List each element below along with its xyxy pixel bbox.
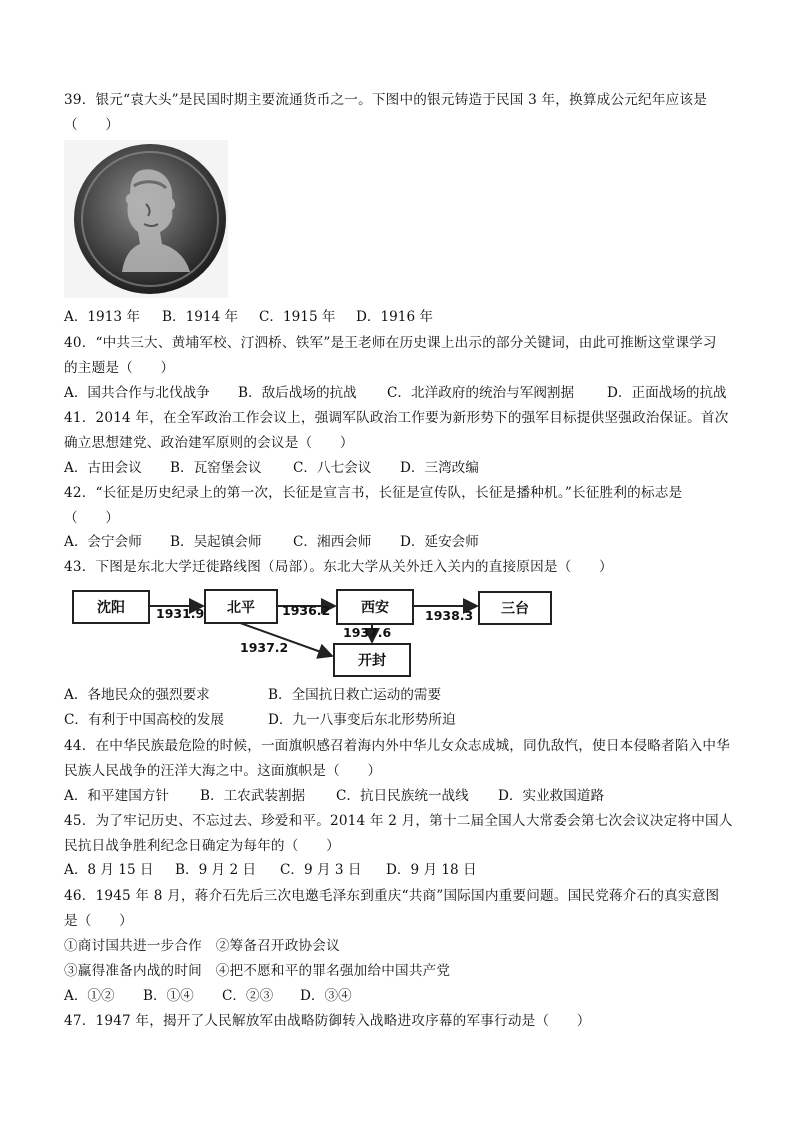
q40-option-c[interactable]: C．北洋政府的统治与军阀割据: [387, 385, 575, 401]
q41-stem-cont: 确立思想建党、政治建军原则的会议是（ ）: [64, 435, 354, 451]
q43-option-c[interactable]: C．有利于中国高校的发展: [64, 712, 224, 728]
q41-option-c[interactable]: C．八七会议: [293, 460, 372, 476]
city-label: 西安: [361, 600, 389, 616]
city-label: 沈阳: [97, 600, 125, 616]
date-label: 1937.2: [240, 640, 289, 655]
q41-option-a[interactable]: A．古田会议: [64, 460, 142, 476]
q43-stem: 43．下图是东北大学迁徙路线图（局部）。东北大学从关外迁入关内的直接原因是（ ）: [64, 559, 613, 575]
q45-option-d[interactable]: D．9 月 18 日: [386, 862, 477, 878]
q45-option-b[interactable]: B．9 月 2 日: [175, 862, 257, 878]
q39-option-a[interactable]: A．1913 年: [64, 309, 140, 325]
q39-option-b[interactable]: B．1914 年: [162, 309, 239, 325]
q42-blank: （ ）: [64, 510, 120, 526]
q44-option-d[interactable]: D．实业救国道路: [498, 788, 605, 804]
q46-items-2: ③赢得准备内战的时间 ④把不愿和平的罪名强加给中国共产党: [64, 963, 451, 979]
city-label: 开封: [358, 653, 386, 669]
q42-option-c[interactable]: C．湘西会师: [293, 534, 372, 550]
city-label: 三台: [501, 601, 529, 617]
q40-stem-cont: 的主题是（ ）: [64, 360, 175, 376]
q46-option-c[interactable]: C．②③: [222, 988, 274, 1004]
q46-option-a[interactable]: A．①②: [64, 988, 115, 1004]
city-box-shenyang: [72, 590, 150, 624]
q46-option-b[interactable]: B．①④: [143, 988, 194, 1004]
date-label: 1937.6: [343, 625, 392, 640]
q44-stem: 44．在中华民族最危险的时候，一面旗帜感召着海内外中华儿女众志成城，同仇敌忾，使日本侵略者陷入中华: [64, 738, 730, 754]
date-label: 1931.9: [156, 606, 205, 621]
q47-stem: 47．1947 年，揭开了人民解放军由战略防御转入战略进攻序幕的军事行动是（ ）: [64, 1013, 591, 1029]
q43-option-b[interactable]: B．全国抗日救亡运动的需要: [268, 687, 442, 703]
q40-option-a[interactable]: A．国共合作与北伐战争: [64, 385, 210, 401]
city-box-kaifeng: [333, 643, 411, 677]
q41-option-d[interactable]: D．三湾改编: [400, 460, 479, 476]
date-label: 1938.3: [425, 608, 474, 623]
q45-stem-cont: 民抗日战争胜利纪念日确定为每年的（ ）: [64, 838, 340, 854]
city-box-beiping: [204, 589, 278, 624]
q42-option-a[interactable]: A．会宁会师: [64, 534, 142, 550]
q39-stem: 39．银元“袁大头”是民国时期主要流通货币之一。下图中的银元铸造于民国 3 年，换算成公元纪年应该是: [64, 92, 708, 108]
city-box-santai: [478, 591, 552, 625]
q46-option-d[interactable]: D．③④: [300, 988, 352, 1004]
q40-stem: 40．“中共三大、黄埔军校、汀泗桥、铁军”是王老师在历史课上出示的部分关键词，由此可推断这堂课学习: [64, 335, 717, 351]
city-box-xian: [336, 589, 414, 625]
q39-option-c[interactable]: C．1915 年: [259, 309, 336, 325]
q42-stem: 42．“长征是历史纪录上的第一次，长征是宣言书，长征是宣传队，长征是播种机。”长征胜利的标志是: [64, 485, 683, 501]
q43-option-d[interactable]: D．九一八事变后东北形势所迫: [268, 712, 456, 728]
q39-option-d[interactable]: D．1916 年: [356, 309, 434, 325]
q46-stem: 46．1945 年 8 月，蒋介石先后三次电邀毛泽东到重庆“共商”国际国内重要问题。国民党蒋介石的真实意图: [64, 888, 720, 904]
q39-blank: （ ）: [64, 117, 120, 133]
city-label: 北平: [227, 599, 255, 616]
q45-stem: 45．为了牢记历史、不忘过去、珍爱和平。2014 年 2 月，第十二届全国人大常委会第七次会议决定将中国人: [64, 813, 733, 829]
q41-stem: 41．2014 年，在全军政治工作会议上，强调军队政治工作要为新形势下的强军目标提供坚强政治保证。首次: [64, 410, 729, 426]
q44-option-a[interactable]: A．和平建国方针: [64, 788, 169, 804]
q40-option-d[interactable]: D．正面战场的抗战: [607, 385, 727, 401]
q46-stem-cont: 是（ ）: [64, 913, 133, 929]
q45-option-a[interactable]: A．8 月 15 日: [64, 862, 154, 878]
q44-option-b[interactable]: B．工农武装割据: [200, 788, 306, 804]
q45-option-c[interactable]: C．9 月 3 日: [280, 862, 362, 878]
q42-option-b[interactable]: B．吴起镇会师: [170, 534, 262, 550]
date-label: 1936.2: [282, 603, 331, 618]
q43-option-a[interactable]: A．各地民众的强烈要求: [64, 687, 210, 703]
q42-option-d[interactable]: D．延安会师: [400, 534, 479, 550]
q44-stem-cont: 民族人民战争的汪洋大海之中。这面旗帜是（ ）: [64, 763, 382, 779]
q44-option-c[interactable]: C．抗日民族统一战线: [336, 788, 469, 804]
q46-items-1: ①商讨国共进一步合作 ②筹备召开政协会议: [64, 938, 340, 954]
q41-option-b[interactable]: B．瓦窑堡会议: [170, 460, 262, 476]
q40-option-b[interactable]: B．敌后战场的抗战: [238, 385, 357, 401]
